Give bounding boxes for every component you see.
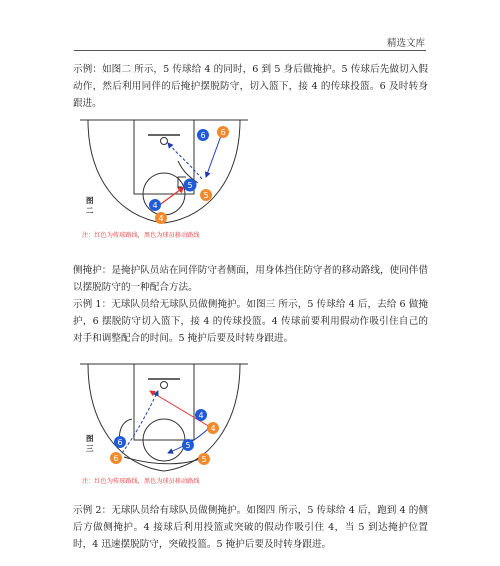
player-5-defense [182,439,194,451]
figure-3-note: 注：红色为传球路线，黑色为球员移动路线 [82,478,200,485]
move-line [168,143,202,179]
svg-text:6: 6 [113,454,119,463]
paragraph-example-back-screen: 示例：如图二 所示，5 传球给 4 的同时，6 到 5 身后做掩护。5 传球后先做切入假动作，然后利用同伴的后掩护摆脱防守，切入篮下，接 4 的传球投篮。6 及时转身跟进。 [73,64,428,109]
figure-2-label: 图 [86,196,94,205]
paragraph-example-2: 示例 2：无球队员给有球队员做侧掩护。如图四 所示，5 传球给 4 后，跑到 4 的侧后方做侧掩护。4 接球后利用投篮或突破的假动作吸引住 4，当 5 到达掩护位置时，4 迅速摆脱防守，突破投篮。5 掩护后要及时转身跟进。 [73,505,428,550]
player-6-offense [110,452,122,464]
figure-3-diagram [78,361,250,489]
player-6-defense [114,436,126,448]
svg-text:4: 4 [198,411,204,420]
figure-3-label: 图 [86,434,94,443]
header-brand: 精选文库 [386,38,425,49]
player-4-defense [195,409,207,421]
header-rule [74,50,426,51]
figure-2-diagram [78,117,250,242]
svg-text:4: 4 [158,214,164,223]
player-5-defense [184,179,197,192]
svg-text:6: 6 [220,128,226,137]
figure-2-note: 注：红色为传球路线，黑色为球员移动路线 [82,232,200,239]
svg-text:6: 6 [117,438,123,447]
svg-text:5: 5 [187,181,193,190]
figure-2-label-number: 二 [86,206,94,215]
player-5-offense [198,453,210,465]
svg-text:4: 4 [210,424,216,433]
move-line [206,133,222,177]
svg-text:6: 6 [200,131,206,140]
player-5-offense [200,189,212,201]
move-line [124,455,207,464]
court-lines [80,364,248,471]
player-4-defense [149,199,161,211]
figure-3-label-number: 三 [86,444,94,453]
player-4-offense [155,212,167,224]
svg-text:5: 5 [203,191,209,200]
paragraph-side-screen-definition: 侧掩护：是掩护队员站在同伴防守者侧面，用身体挡住防守者的移动路线，使同伴借以摆脱防守的一种配合方法。 [73,265,428,293]
player-4-offense [207,422,219,434]
svg-text:4: 4 [152,201,158,210]
player-6-offense [217,126,229,138]
svg-text:5: 5 [185,441,191,450]
svg-text:5: 5 [201,455,207,464]
player-6-defense [197,129,209,141]
paragraph-example-1: 示例 1：无球队员给无球队员做侧掩护。如图三 所示，5 传球给 4 后，去给 6 做掩护，6 摆脱防守切入篮下，接 4 的传球投篮。4 传球前要利用假动作吸引住自己的对手和调整配合的时间。5 掩护后要及时转身跟进。 [73,299,428,344]
